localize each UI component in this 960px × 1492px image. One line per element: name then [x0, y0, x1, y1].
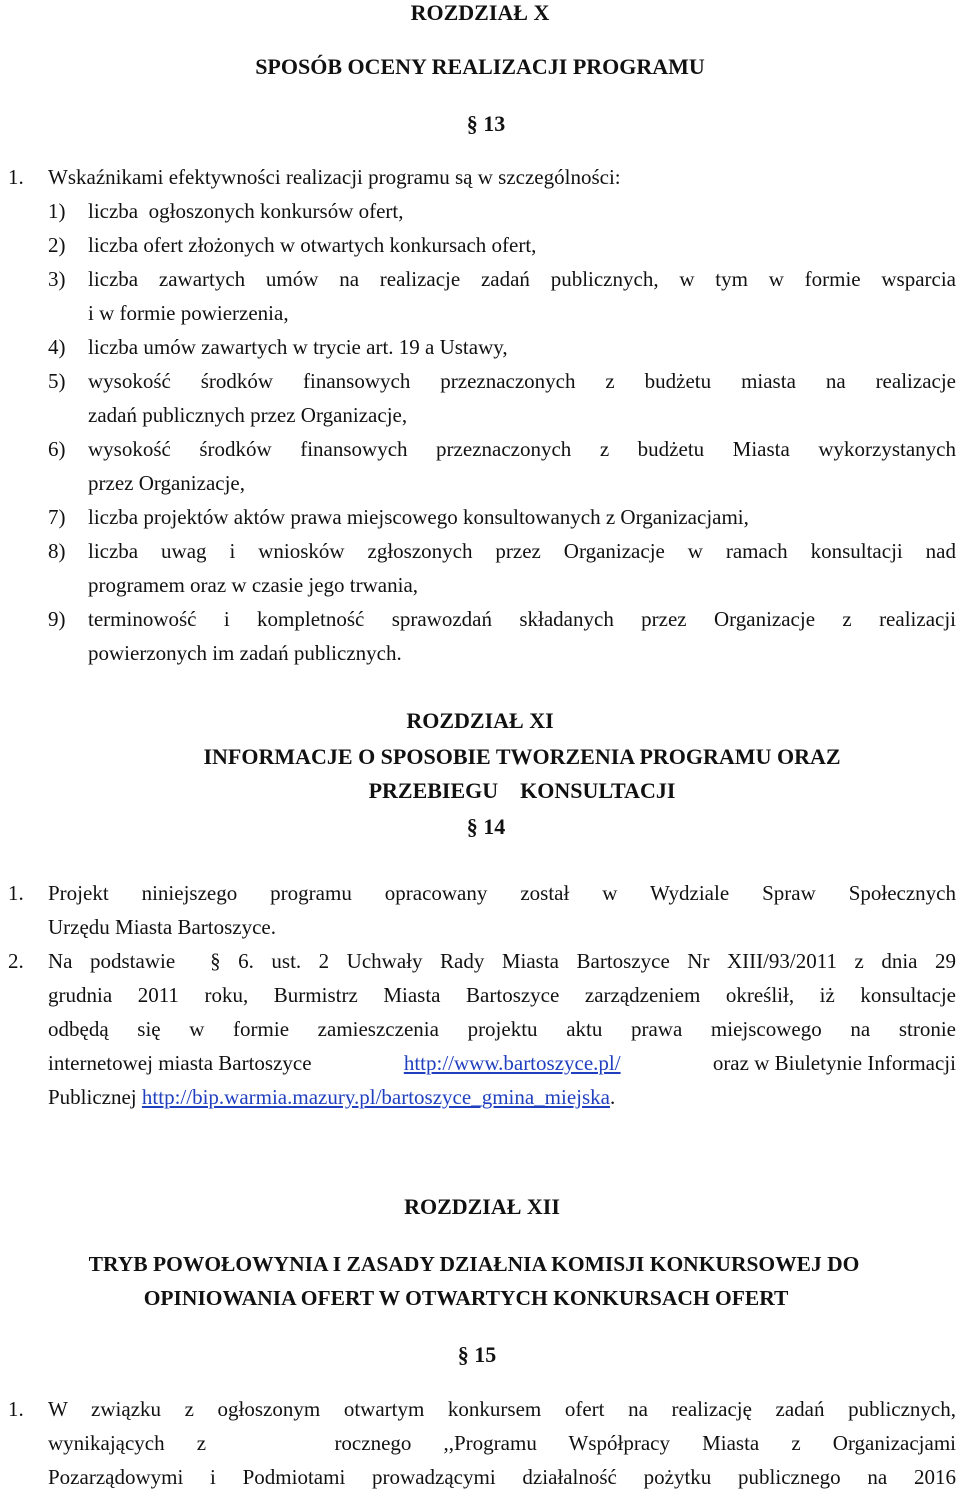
paragraph-line: wynikających z rocznego ,,Programu Współpracy Miasta z Organizacjami: [48, 1431, 956, 1455]
paragraph-line: Projekt niniejszego programu opracowany został w Wydziale Spraw Społecznych: [48, 881, 956, 905]
paragraph-text: .: [610, 1085, 616, 1109]
chapter-11-subtitle-line-1: INFORMACJE O SPOSOBIE TWORZENIA PROGRAMU ORAZ: [203, 744, 841, 769]
paragraph-number: 1.: [8, 881, 24, 905]
paragraph-line: odbędą się w formie zamieszczenia projektu aktu prawa miejscowego na stronie: [48, 1017, 956, 1041]
paragraph-line-with-link: [48, 1084, 615, 1110]
list-item-text: zadań publicznych przez Organizacje,: [88, 403, 408, 427]
section-15-heading: § 15: [457, 1342, 497, 1367]
list-item-number: 3): [48, 267, 66, 291]
list-item-number: 7): [48, 505, 66, 529]
list-item-number: 8): [48, 539, 66, 563]
list-item-number: 9): [48, 607, 66, 631]
paragraph-line: Na podstawie § 6. ust. 2 Uchwały Rady Miasta Bartoszyce Nr XIII/93/2011 z dnia 29: [48, 949, 956, 973]
list-item-text: przez Organizacje,: [88, 471, 246, 495]
chapter-11-subtitle-line-2: PRZEBIEGU KONSULTACJI: [368, 778, 676, 803]
list-item-text: programem oraz w czasie jego trwania,: [88, 573, 419, 597]
paragraph-line: Pozarządowymi i Podmiotami prowadzącymi działalność pożytku publicznego na 2016: [48, 1465, 956, 1489]
paragraph-line: W związku z ogłoszonym otwartym konkursem ofert na realizację zadań publicznych,: [48, 1397, 956, 1421]
paragraph-line: grudnia 2011 roku, Burmistrz Miasta Bartoszyce zarządzeniem określił, iż konsultacje: [48, 983, 956, 1007]
paragraph-number: 1.: [8, 1397, 24, 1421]
chapter-12-title: ROZDZIAŁ XII: [404, 1194, 560, 1219]
paragraph-number: 2.: [8, 949, 24, 973]
list-item-text: powierzonych im zadań publicznych.: [88, 641, 402, 665]
list-item-text: terminowość i kompletność sprawozdań składanych przez Organizacje z realizacji: [88, 607, 956, 631]
list-item-number: 4): [48, 335, 66, 359]
paragraph-number: 1.: [8, 165, 24, 189]
list-item-text: wysokość środków finansowych przeznaczonych z budżetu Miasta wykorzystanych: [88, 437, 956, 461]
chapter-11-title: ROZDZIAŁ XI: [406, 708, 554, 733]
paragraph-line: Urzędu Miasta Bartoszyce.: [48, 915, 276, 939]
chapter-10-title: ROZDZIAŁ X: [410, 0, 550, 25]
section-13-heading: § 13: [466, 111, 506, 136]
list-item-number: 1): [48, 199, 66, 223]
paragraph-text: internetowej miasta Bartoszyce: [48, 1051, 317, 1075]
chapter-10-subtitle: SPOSÓB OCENY REALIZACJI PROGRAMU: [255, 54, 705, 79]
city-website-link[interactable]: http://www.bartoszyce.pl/: [403, 1051, 621, 1075]
section-14-heading: § 14: [466, 814, 506, 839]
list-item-text: i w formie powierzenia,: [88, 301, 289, 325]
bip-link[interactable]: http://bip.warmia.mazury.pl/bartoszyce_gmina_miejska: [141, 1085, 610, 1109]
list-item-text: liczba uwag i wniosków zgłoszonych przez Organizacje w ramach konsultacji nad: [88, 539, 956, 563]
chapter-12-subtitle-line-1: TRYB POWOŁOWYNIA I ZASADY DZIAŁNIA KOMISJI KONKURSOWEJ DO: [88, 1252, 860, 1276]
paragraph-text: oraz w Biuletynie Informacji: [707, 1051, 956, 1075]
list-item-number: 6): [48, 437, 66, 461]
paragraph-line-with-link: [48, 1050, 956, 1076]
list-item-number: 2): [48, 233, 66, 257]
list-item-text: liczba projektów aktów prawa miejscowego konsultowanych z Organizacjami,: [88, 505, 749, 529]
paragraph-text: Publicznej: [48, 1085, 142, 1109]
list-item-text: liczba umów zawartych w trycie art. 19 a Ustawy,: [88, 335, 508, 359]
chapter-12-subtitle-line-2: OPINIOWANIA OFERT W OTWARTYCH KONKURSACH OFERT: [143, 1286, 789, 1310]
paragraph-text: Wskaźnikami efektywności realizacji programu są w szczególności:: [48, 165, 621, 189]
list-item-text: liczba ogłoszonych konkursów ofert,: [88, 199, 404, 223]
list-item-text: wysokość środków finansowych przeznaczonych z budżetu miasta na realizacje: [88, 369, 956, 393]
list-item-text: liczba zawartych umów na realizacje zadań publicznych, w tym w formie wsparcia: [88, 267, 956, 291]
list-item-number: 5): [48, 369, 66, 393]
list-item-text: liczba ofert złożonych w otwartych konkursach ofert,: [88, 233, 537, 257]
